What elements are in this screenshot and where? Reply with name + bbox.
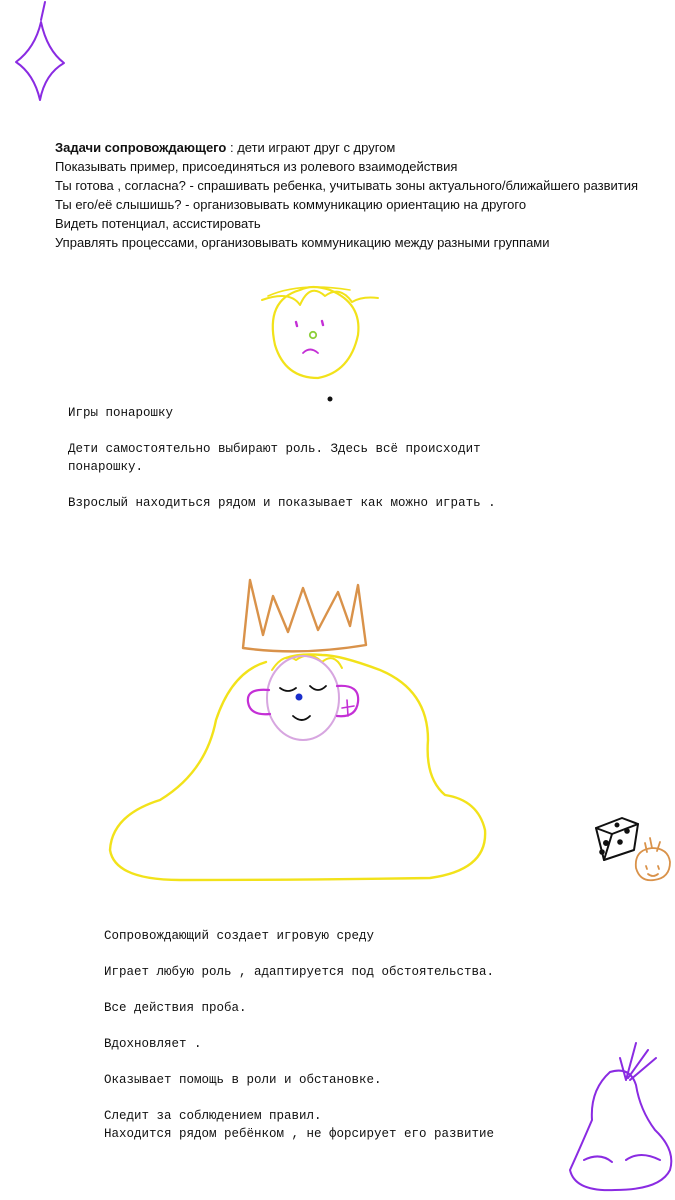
companion-line: Играет любую роль , адаптируется под обстоятельства. <box>104 965 495 979</box>
pretend-play-paragraph-1: Дети самостоятельно выбирают роль. Здесь всё происходит понарошку. <box>68 442 489 474</box>
fruit-doodle <box>636 838 670 880</box>
task-line: Видеть потенциал, ассистировать <box>55 216 261 231</box>
pretend-play-paragraph-2: Взрослый находиться рядом и показывает как можно играть . <box>68 496 496 510</box>
companion-line: Вдохновляет . <box>104 1037 202 1051</box>
pretend-play-block <box>68 404 538 512</box>
companion-line: Оказывает помощь в роли и обстановке. <box>104 1073 382 1087</box>
companion-line: Следит за соблюдением правил. <box>104 1109 322 1123</box>
pretend-play-title: Игры понарошку <box>68 406 174 420</box>
sparkle-doodle <box>16 2 64 100</box>
tasks-block <box>55 138 655 252</box>
companion-block <box>104 927 574 1143</box>
task-line: Ты его/её слышишь? - организовывать коммуникацию ориентацию на другого <box>55 197 527 212</box>
task-line: Ты готова , согласна? - спрашивать ребенка, учитывать зоны актуального/ближайшего развития <box>55 178 639 193</box>
task-line: Управлять процессами, организовывать коммуникацию между разными группами <box>55 235 550 250</box>
tasks-heading-rest: : дети играют друг с другом <box>226 140 396 155</box>
tasks-heading-bold: Задачи сопровождающего <box>55 140 227 155</box>
companion-line: Сопровождающий создает игровую среду <box>104 929 375 943</box>
yellow-face-doodle <box>262 287 378 378</box>
tasks-heading <box>55 138 655 157</box>
companion-line: Все действия проба. <box>104 1001 247 1015</box>
companion-line: Находится рядом ребёнком , не форсирует его развитие <box>104 1127 495 1141</box>
task-line: Показывать пример, присоединяться из ролевого взаимодействия <box>55 159 458 174</box>
dice-doodle <box>596 818 638 860</box>
dot-mark <box>328 397 333 402</box>
crowned-figure-doodle <box>110 580 485 880</box>
pear-doodle <box>570 1043 671 1190</box>
